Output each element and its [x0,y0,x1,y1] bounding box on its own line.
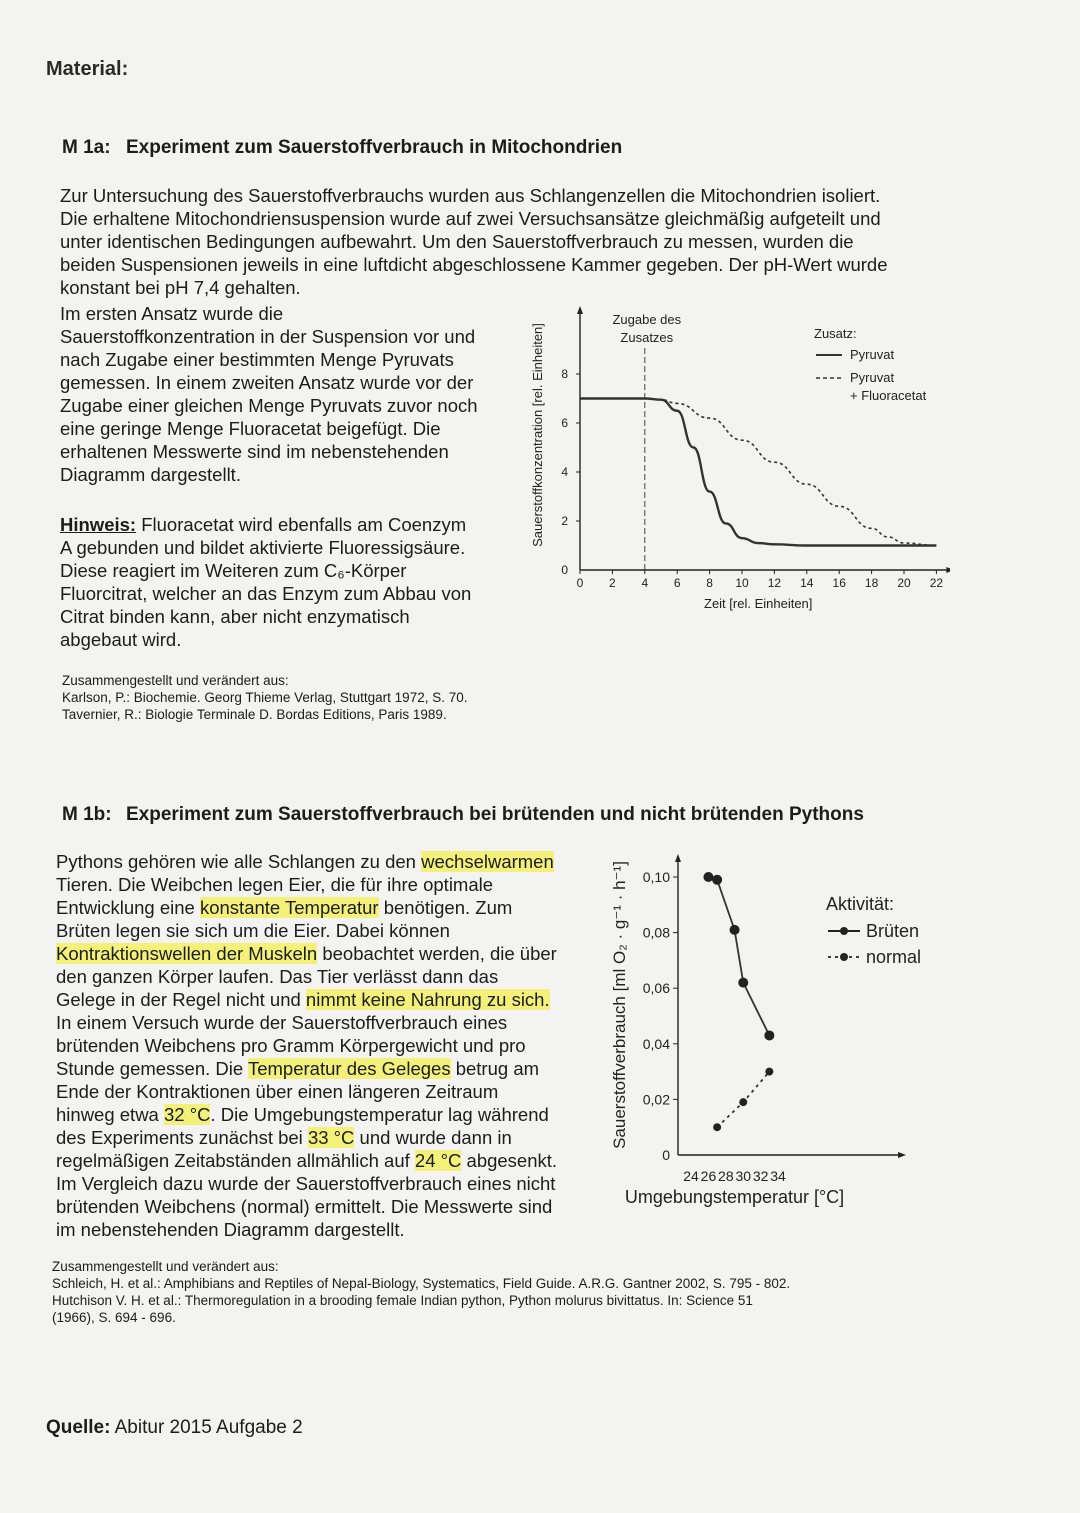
y-tick-label: 0,08 [642,924,670,941]
text-segment: Gelege in der Regel nicht und [56,989,306,1010]
m1b-label: M 1b: [62,804,112,825]
quelle-line [46,1417,303,1439]
x-tick-label: 30 [735,1168,752,1184]
y-axis-label: Sauerstoffverbrauch [ml O₂ · g⁻¹ · h⁻¹] [610,861,629,1149]
normal-point [739,1098,747,1106]
text-segment: im nebenstehenden Diagramm dargestellt. [56,1219,405,1240]
x-axis-arrow [946,567,950,573]
m1b-text-line [56,1103,616,1126]
m1a-label: M 1a: [62,137,111,158]
text-segment: des Experiments zunächst bei [56,1127,308,1148]
m1b-text-line [56,850,616,873]
text-segment: Im Vergleich dazu wurde der Sauerstoffverbrauch eines nicht [56,1173,556,1194]
m1a-intro-line: beiden Suspensionen jeweils in eine luftdicht abgeschlossene Kammer gegeben. Der pH-Wert wurde [60,254,888,275]
y-tick-label: 6 [561,416,568,430]
y-axis-label: Sauerstoffkonzentration [rel. Einheiten] [530,323,545,547]
y-tick-label: 8 [561,367,568,381]
hint-line: A gebunden und bildet aktivierte Fluoressigsäure. [60,537,466,558]
y-tick-label: 0 [662,1147,670,1163]
highlighted-text: 24 °C [414,1150,462,1171]
python-oxygen-chart [600,840,960,1220]
m1b-text-line [56,1149,616,1172]
legend-title: Aktivität: [826,894,895,914]
x-tick-label: 0 [576,576,584,590]
legend-label: normal [866,947,922,967]
hint-line: Citrat binden kann, aber nicht enzymatisch [60,606,410,627]
oxygen-concentration-chart [520,290,950,630]
m1b-text-line [56,1057,616,1080]
legend-label: Brüten [866,921,920,941]
highlighted-text: 33 °C [307,1127,355,1148]
series-bruten [708,877,769,1035]
m1a-hint [60,513,520,651]
highlighted-text: konstante Temperatur [199,897,379,918]
legend-bruten-marker [840,927,848,935]
highlighted-text: wechselwarmen [421,851,554,872]
m1b-text-line [56,919,616,942]
text-segment: betrug am [450,1058,540,1079]
source-label: Zusammengestellt und verändert aus: [62,673,289,688]
m1a-intro-line: Zur Untersuchung des Sauerstoffverbrauchs wurden aus Schlangenzellen die Mitochondrien isoliert. [60,185,881,206]
series-pyruvat [580,399,936,546]
legend-title: Zusatz: [814,326,857,341]
bruten-point [730,925,740,935]
hint-line: abgebaut wird. [60,629,182,650]
text-segment: den ganzen Körper laufen. Das Tier verlässt dann das [56,966,499,987]
quelle-label: Quelle: [46,1417,111,1438]
m1b-sources [52,1258,1012,1326]
x-axis-label: Umgebungstemperatur [°C] [624,1187,845,1207]
legend-label: + Fluoracetat [850,388,927,403]
text-segment: Pythons gehören wie alle Schlangen zu den [56,851,422,872]
hint-first-text: Fluoracetat wird ebenfalls am Coenzym [136,514,467,535]
legend-label: Pyruvat [850,347,895,362]
m1b-text-line [56,896,616,919]
m1b-title-text: Experiment zum Sauerstoffverbrauch bei brütenden und nicht brütenden Pythons [126,804,864,825]
m1a-text-line: Diagramm dargestellt. [60,464,241,485]
x-tick-label: 22 [929,576,944,590]
m1a-text-line: Sauerstoffkonzentration in der Suspension vor und [60,326,476,347]
text-segment: abgesenkt. [461,1150,558,1171]
y-axis-arrow [577,306,583,314]
bruten-point [764,1030,774,1040]
source-line: Karlson, P.: Biochemie. Georg Thieme Verlag, Stuttgart 1972, S. 70. [62,690,468,705]
m1b-text-line [56,965,616,988]
x-tick-label: 26 [700,1168,717,1184]
annotation-text: Zugabe des [612,312,682,327]
x-tick-label: 6 [673,576,681,590]
m1a-intro-line: Die erhaltene Mitochondriensuspension wurde auf zwei Versuchsansätze gleichmäßig aufgeteilt und [60,208,881,229]
bruten-point [738,978,748,988]
x-tick-label: 28 [718,1168,734,1184]
y-axis-arrow [675,854,681,862]
text-segment: brütenden Weibchens pro Gramm Körpergewicht und pro [56,1035,526,1056]
highlighted-text: nimmt keine Nahrung zu sich. [305,989,550,1010]
hint-label: Hinweis: [60,514,137,535]
m1b-text-line [56,1126,616,1149]
x-axis-label: Zeit [rel. Einheiten] [704,596,813,611]
m1a-text-line: nach Zugabe einer bestimmten Menge Pyruvats [60,349,454,370]
x-tick-label: 16 [832,576,846,590]
y-tick-label: 0,06 [642,980,670,997]
hint-first-line [60,513,520,536]
legend-label: Pyruvat [850,370,895,385]
text-segment: beobachtet werden, die über [317,943,557,964]
hint-line: Diese reagiert im Weiteren zum C₆-Körper [60,560,407,581]
annotation-text: Zusatzes [620,330,674,345]
hint-line: Fluorcitrat, welcher an das Enzym zum Abbau von [60,583,472,604]
text-segment: Stunde gemessen. Die [56,1058,248,1079]
x-tick-label: 32 [752,1168,769,1184]
m1a-intro [60,184,960,299]
x-tick-label: 8 [706,576,713,590]
y-tick-label: 0,02 [642,1091,670,1108]
x-tick-label: 2 [609,576,616,590]
normal-point [765,1068,773,1076]
text-segment: brütenden Weibchens (normal) ermittelt. Die Messwerte sind [56,1196,553,1217]
highlighted-text: Kontraktionswellen der Muskeln [56,943,318,964]
text-segment: In einem Versuch wurde der Sauerstoffverbrauch eines [56,1012,508,1033]
x-tick-label: 14 [800,576,814,590]
series-pyruvat-fluoracetat [580,399,936,546]
m1a-text-line: Im ersten Ansatz wurde die [60,303,284,324]
m1a-text-line: Zugabe einer gleichen Menge Pyruvats zuvor noch [60,395,478,416]
text-segment: benötigen. Zum [378,897,513,918]
m1b-text-line [56,1080,616,1103]
x-tick-label: 34 [770,1168,786,1184]
source-line: Schleich, H. et al.: Amphibians and Reptiles of Nepal-Biology, Systematics, Field Guide. A.R.G. Gantner 2002, S. 795 - 802. [52,1276,791,1291]
m1a-sources [62,672,582,723]
m1a-title [62,137,622,159]
m1b-text-line [56,942,616,965]
m1a-text-line: erhaltenen Messwerte sind im nebenstehenden [60,441,449,462]
bruten-point [703,872,713,882]
y-tick-label: 0,04 [642,1035,670,1052]
highlighted-text: 32 °C [163,1104,211,1125]
m1b-text-line [56,1172,616,1195]
m1a-text-line: eine geringe Menge Fluoracetat beigefügt. Die [60,418,441,439]
quelle-value: Abitur 2015 Aufgabe 2 [110,1417,303,1438]
m1b-text-line [56,1218,616,1241]
normal-point [713,1123,721,1131]
source-line: Hutchison V. H. et al.: Thermoregulation in a brooding female Indian python, Python molurus bivittatus. In: Science 51 [52,1293,753,1308]
text-segment: . Die Umgebungstemperatur lag während [210,1104,549,1125]
source-line: Tavernier, R.: Biologie Terminale D. Bordas Editions, Paris 1989. [62,707,447,722]
text-segment: regelmäßigen Zeitabständen allmählich auf [56,1150,415,1171]
bruten-point [712,875,722,885]
x-tick-label: 20 [897,576,911,590]
text-segment: Ende der Kontraktionen über einen längeren Zeitraum [56,1081,499,1102]
m1b-text-line [56,1011,616,1034]
text-segment: Tieren. Die Weibchen legen Eier, die für ihre optimale [56,874,494,895]
x-axis-arrow [898,1152,906,1158]
m1a-left-text [60,302,520,486]
y-tick-label: 0,10 [642,869,670,885]
m1a-intro-line: konstant bei pH 7,4 gehalten. [60,277,301,298]
x-tick-label: 10 [735,576,749,590]
text-segment: Brüten legen sie sich um die Eier. Dabei können [56,920,450,941]
m1a-intro-line: unter identischen Bedingungen aufbewahrt. Um den Sauerstoffverbrauch zu messen, wurden die [60,231,854,252]
y-tick-label: 4 [561,465,568,479]
text-segment: Entwicklung eine [56,897,200,918]
material-heading: Material: [46,58,129,80]
m1b-text-line [56,1195,616,1218]
m1b-text-line [56,1034,616,1057]
m1a-title-text: Experiment zum Sauerstoffverbrauch in Mitochondrien [126,137,623,158]
m1b-text [56,850,616,1241]
x-tick-label: 24 [683,1168,699,1184]
legend-normal-marker [840,953,848,961]
m1b-title [62,804,864,826]
text-segment: hinweg etwa [56,1104,164,1125]
y-tick-label: 2 [561,514,568,528]
source-line: (1966), S. 694 - 696. [52,1310,176,1325]
x-tick-label: 4 [641,576,649,590]
highlighted-text: Temperatur des Geleges [247,1058,451,1079]
m1b-text-line [56,988,616,1011]
x-tick-label: 12 [767,576,782,590]
m1a-text-line: gemessen. In einem zweiten Ansatz wurde vor der [60,372,474,393]
source-label: Zusammengestellt und verändert aus: [52,1259,279,1274]
y-tick-label: 0 [561,563,568,577]
x-tick-label: 18 [864,576,879,590]
text-segment: und wurde dann in [354,1127,512,1148]
m1b-text-line [56,873,616,896]
